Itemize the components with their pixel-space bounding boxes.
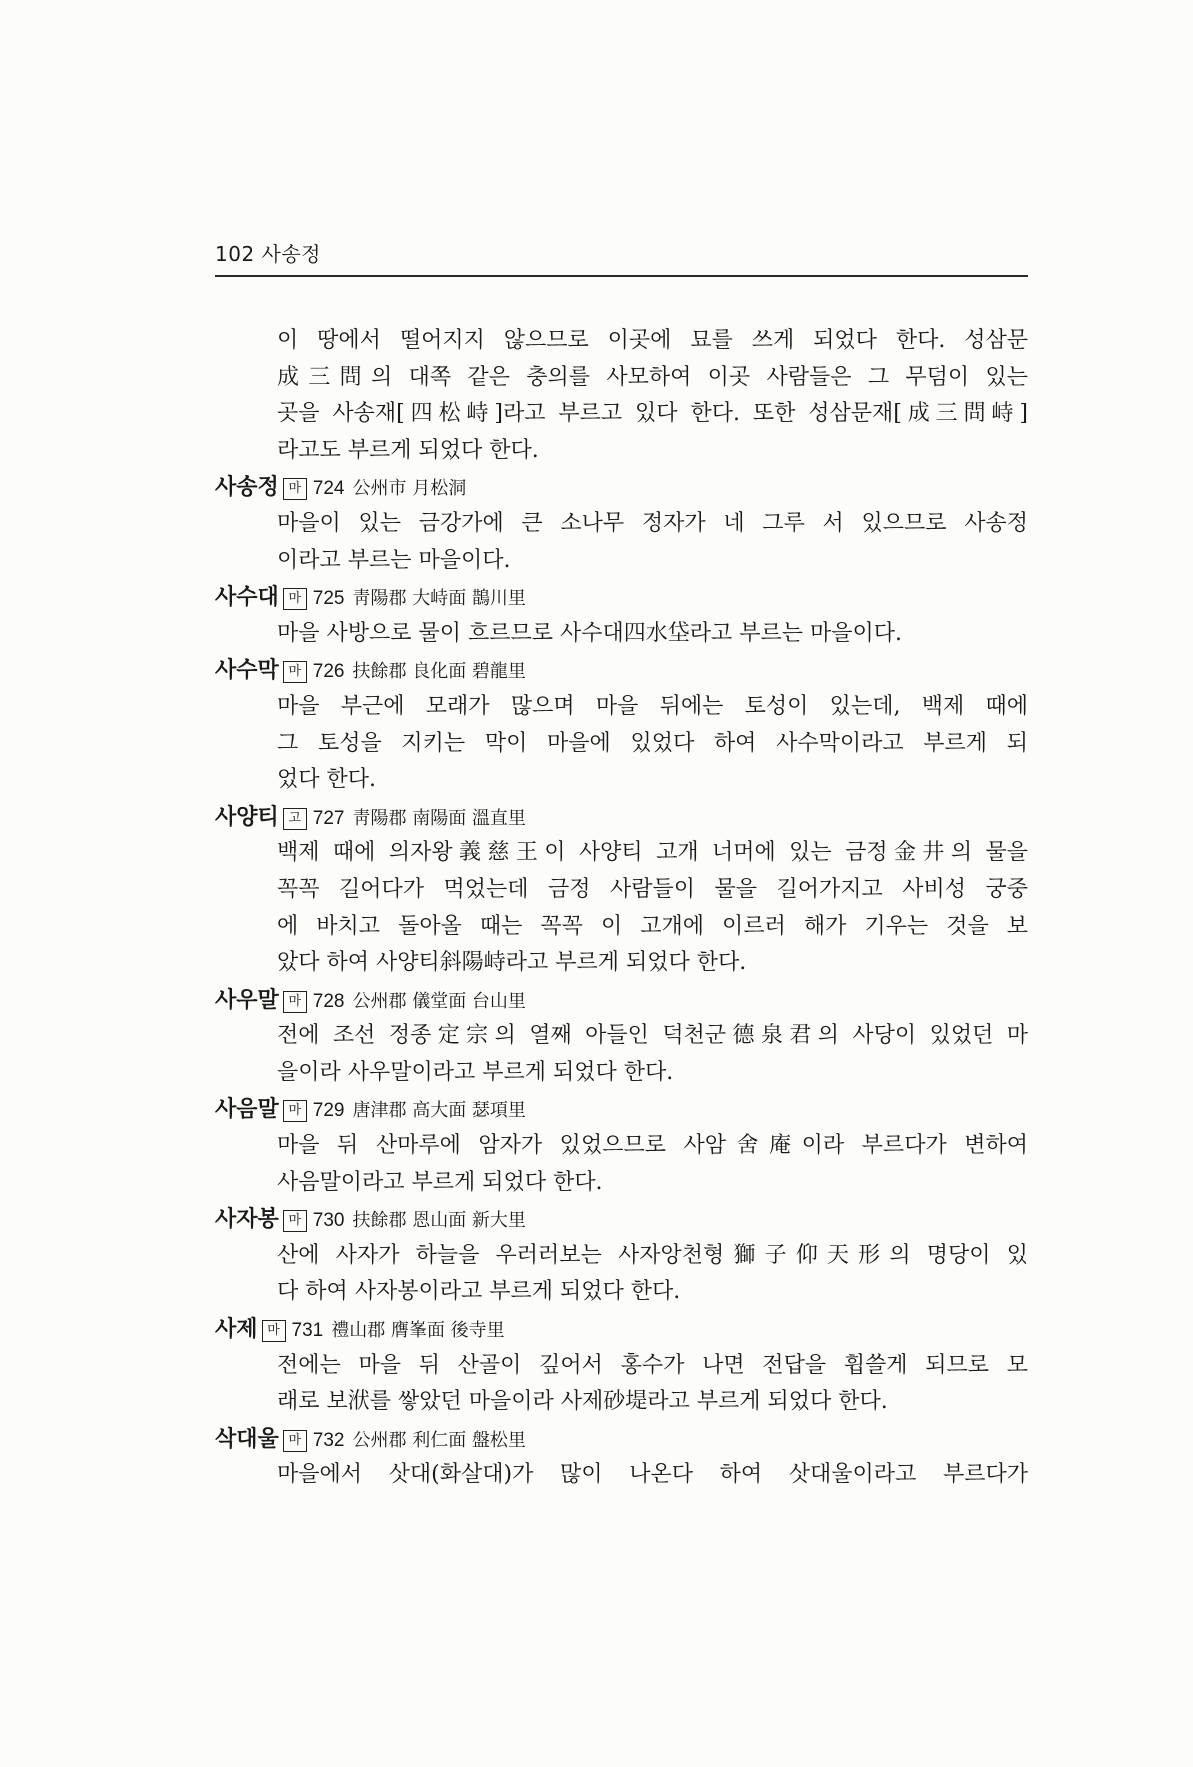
entry-number: 727 — [312, 807, 345, 829]
entry-number: 731 — [291, 1320, 324, 1342]
entry-heading — [215, 579, 1028, 616]
entry-location: 扶餘郡 恩山面 新大里 — [352, 1210, 526, 1232]
body-text-line: 마을에서 삿대(화살대)가 많이 나온다 하여 삿대울이라고 부르다가 — [277, 1462, 1028, 1488]
entry-type-box: 마 — [283, 588, 307, 610]
body-text-line: 을이라 사우말이라고 부르게 되었다 한다. — [277, 1059, 674, 1085]
entry-headword: 사송정 — [215, 475, 279, 501]
body-text-line: 래로 보洑를 쌓았던 마을이라 사제砂堤라고 부르게 되었다 한다. — [277, 1389, 888, 1415]
body-text-line: 그 토성을 지키는 막이 마을에 있었다 하여 사수막이라고 부르게 되 — [277, 730, 1028, 756]
entry-headword: 사음말 — [215, 1097, 279, 1123]
entry-location: 靑陽郡 南陽面 溫直里 — [352, 807, 526, 829]
entry-heading — [215, 469, 1028, 506]
body-text-line: 에 바치고 돌아올 때는 꼭꼭 이 고개에 이르러 해가 기우는 것을 보 — [277, 913, 1028, 939]
body-text-line: 사음말이라고 부르게 되었다 한다. — [277, 1169, 603, 1195]
entry-heading — [215, 1421, 1028, 1458]
entry-location: 公州郡 儀堂面 台山里 — [352, 990, 526, 1012]
entry-heading — [215, 1091, 1028, 1128]
entry-heading — [215, 982, 1028, 1019]
entry-number: 730 — [312, 1210, 345, 1232]
entry-type-box: 마 — [283, 1210, 307, 1232]
entry-location: 扶餘郡 良化面 碧龍里 — [352, 661, 526, 683]
body-text-line: 마을 부근에 모래가 많으며 마을 뒤에는 토성이 있는데, 백제 때에 — [277, 693, 1028, 719]
body-text-line: 마을 뒤 산마루에 암자가 있었으므로 사암舍庵이라 부르다가 변하여 — [277, 1133, 1028, 1159]
entry-headword: 사자봉 — [215, 1207, 279, 1233]
entry-type-box: 마 — [262, 1320, 286, 1342]
body-text-line: 전에 조선 정종定宗의 열째 아들인 덕천군德泉君의 사당이 있었던 마 — [277, 1023, 1028, 1049]
body-text-line: 라고도 부르게 되었다 한다. — [277, 437, 539, 463]
body-text-line: 산에 사자가 하늘을 우러러보는 사자앙천형獅子仰天形의 명당이 있 — [277, 1242, 1028, 1268]
entry-number: 724 — [312, 478, 345, 500]
body-text-line: 이 땅에서 떨어지지 않으므로 이곳에 묘를 쓰게 되었다 한다. 성삼문 — [277, 328, 1028, 353]
entry-location: 公州市 月松洞 — [352, 478, 467, 500]
entry-headword: 사양티 — [215, 804, 279, 830]
body-text-line: 백제 때에 의자왕義慈王이 사양티 고개 너머에 있는 금정金井의 물을 — [277, 840, 1028, 866]
content-body — [215, 323, 1028, 1494]
entry-number: 729 — [312, 1100, 345, 1122]
running-header: 102 사송정 — [215, 238, 1028, 277]
entry-type-box: 마 — [283, 478, 307, 500]
entry-type-box: 고 — [283, 808, 307, 830]
body-text-line: 成三問의 대쪽 같은 충의를 사모하여 이곳 사람들은 그 무덤이 있는 — [277, 364, 1028, 390]
entry-type-box: 마 — [283, 661, 307, 683]
entry-headword: 사우말 — [215, 987, 279, 1013]
body-text-line: 았다 하여 사양티斜陽峙라고 부르게 되었다 한다. — [277, 950, 747, 976]
body-text-line: 곳을 사송재[四松峙]라고 부르고 있다 한다. 또한 성삼문재[成三問峙] — [277, 401, 1028, 427]
entry-number: 728 — [312, 990, 345, 1012]
entry-location: 唐津郡 高大面 瑟項里 — [352, 1100, 526, 1122]
entry-type-box: 마 — [283, 1430, 307, 1452]
body-text-line: 마을 사방으로 물이 흐르므로 사수대四水垈라고 부르는 마을이다. — [277, 620, 903, 646]
entry-headword: 사수대 — [215, 585, 279, 611]
entry-headword: 사수막 — [215, 658, 279, 684]
entry-number: 726 — [312, 661, 345, 683]
body-text-line: 마을이 있는 금강가에 큰 소나무 정자가 네 그루 서 있으므로 사송정 — [277, 510, 1028, 536]
entry-type-box: 마 — [283, 991, 307, 1013]
body-text-line: 었다 한다. — [277, 767, 376, 793]
body-text-line: 이라고 부르는 마을이다. — [277, 547, 511, 573]
entry-location: 公州郡 利仁面 盤松里 — [352, 1429, 526, 1451]
entry-location: 靑陽郡 大峙面 鵲川里 — [352, 588, 526, 610]
body-text-line: 다 하여 사자봉이라고 부르게 되었다 한다. — [277, 1279, 681, 1305]
body-text-line: 전에는 마을 뒤 산골이 깊어서 홍수가 나면 전답을 휩쓸게 되므로 모 — [277, 1352, 1028, 1378]
entry-type-box: 마 — [283, 1100, 307, 1122]
entry-headword: 삭대울 — [215, 1426, 279, 1452]
entry-number: 732 — [312, 1429, 345, 1451]
body-text-line: 꼭꼭 길어다가 먹었는데 금정 사람들이 물을 길어가지고 사비성 궁중 — [277, 876, 1028, 902]
entry-heading — [215, 1201, 1028, 1238]
entry-location: 禮山郡 膺峯面 後寺里 — [331, 1320, 505, 1342]
entry-headword: 사제 — [215, 1317, 258, 1343]
entry-heading — [215, 799, 1028, 836]
entry-heading — [215, 652, 1028, 689]
entry-heading — [215, 1311, 1028, 1348]
entry-number: 725 — [312, 588, 345, 610]
